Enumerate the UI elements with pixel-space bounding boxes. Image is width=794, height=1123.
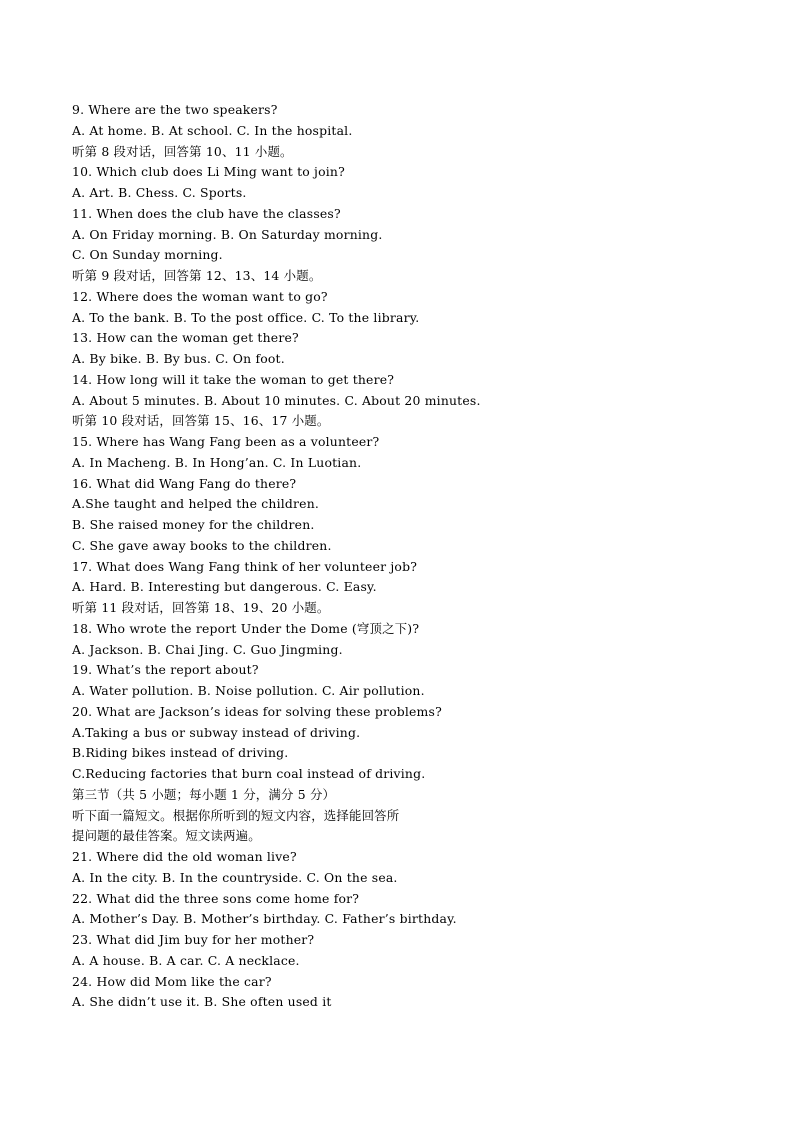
text-line: A. Mother’s Day. B. Mother’s birthday. C. Father’s birthday. — [72, 911, 457, 927]
text-line: 21. Where did the old woman live? — [72, 849, 297, 864]
text-line: 9. Where are the two speakers? — [72, 102, 278, 117]
text-line: 12. Where does the woman want to go? — [72, 288, 328, 304]
text-line: 20. What are Jackson’s ideas for solving these problems? — [72, 703, 442, 719]
text-line: A. On Friday morning. B. On Saturday morning. — [72, 226, 383, 242]
section-instruction: 听第 8 段对话，回答第 10、11 小题。 — [72, 143, 293, 159]
section-instruction: 听第 10 段对话，回答第 15、16、17 小题。 — [72, 413, 330, 429]
text-line: 14. How long will it take the woman to get there? — [72, 371, 395, 387]
text-line: A. A house. B. A car. C. A necklace. — [72, 952, 300, 968]
text-line: A. By bike. B. By bus. C. On foot. — [72, 351, 285, 366]
section-instruction: 听第 9 段对话，回答第 12、13、14 小题。 — [72, 268, 322, 283]
text-line: 19. What’s the report about? — [72, 662, 259, 678]
text-line: C. She gave away books to the children. — [72, 537, 332, 553]
text-line: A. In Macheng. B. In Hong’an. C. In Luotian. — [72, 454, 362, 470]
text-line: A. She didn’t use it. B. She often used it — [72, 994, 332, 1010]
text-line: A. Hard. B. Interesting but dangerous. C. Easy. — [72, 579, 377, 595]
text-line: B. She raised money for the children. — [72, 517, 315, 532]
text-line: 17. What does Wang Fang think of her volunteer job? — [72, 558, 418, 574]
text-line: A. Jackson. B. Chai Jing. C. Guo Jingming. — [72, 641, 343, 657]
text-line: A. In the city. B. In the countryside. C. On the sea. — [72, 869, 398, 885]
text-line: 13. How can the woman get there? — [72, 330, 299, 346]
text-line: 16. What did Wang Fang do there? — [72, 475, 297, 491]
text-line: C. On Sunday morning. — [72, 247, 223, 263]
text-line: B.Riding bikes instead of driving. — [72, 745, 289, 761]
text-line: 18. Who wrote the report Under the Dome (穹顶之下)? — [72, 620, 420, 636]
text-line: A. Water pollution. B. Noise pollution. C. Air pollution. — [72, 683, 425, 698]
section-instruction: 提问题的最佳答案。短文读两遍。 — [72, 828, 261, 844]
text-line: C.Reducing factories that burn coal instead of driving. — [72, 766, 426, 781]
text-line: 10. Which club does Li Ming want to join? — [72, 164, 345, 180]
text-line: 23. What did Jim buy for her mother? — [72, 932, 315, 947]
text-line: A.She taught and helped the children. — [72, 496, 320, 512]
text-line: A. To the bank. B. To the post office. C. To the library. — [72, 309, 420, 325]
document-page — [72, 100, 752, 1013]
text-line: 15. Where has Wang Fang been as a volunteer? — [72, 434, 380, 449]
section-heading: 第三节（共 5 小题；每小题 1 分，满分 5 分） — [72, 786, 336, 802]
section-instruction: 听第 11 段对话，回答第 18、19、20 小题。 — [72, 600, 330, 615]
text-line: A. At home. B. At school. C. In the hospital. — [72, 122, 353, 138]
section-instruction: 听下面一篇短文。根据你所听到的短文内容，选择能回答所 — [72, 807, 400, 823]
text-line: A.Taking a bus or subway instead of driving. — [72, 724, 361, 740]
text-line: 11. When does the club have the classes? — [72, 205, 341, 221]
text-line: A. About 5 minutes. B. About 10 minutes. C. About 20 minutes. — [72, 392, 481, 408]
text-line: 22. What did the three sons come home for? — [72, 890, 360, 906]
text-line: A. Art. B. Chess. C. Sports. — [72, 185, 247, 200]
text-line: 24. How did Mom like the car? — [72, 973, 272, 989]
